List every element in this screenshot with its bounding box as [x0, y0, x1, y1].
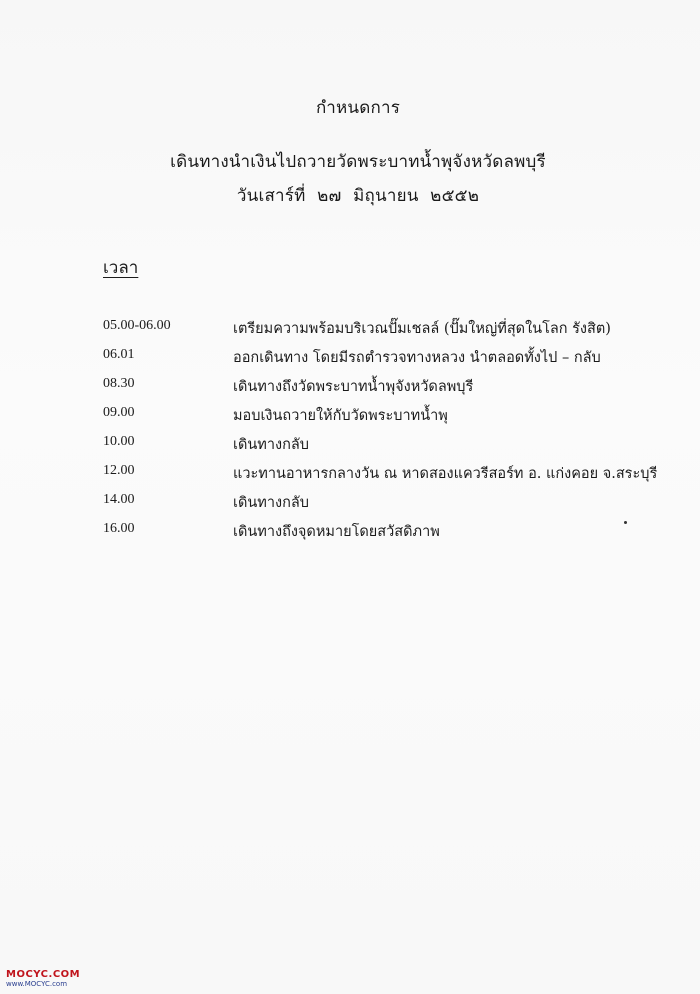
scan-speck — [624, 521, 627, 524]
schedule-time: 16.00 — [103, 521, 135, 536]
schedule-row — [103, 517, 663, 546]
schedule-row — [103, 401, 663, 430]
schedule-time: 05.00-06.00 — [103, 318, 171, 333]
schedule-time: 12.00 — [103, 463, 135, 478]
schedule-time: 06.01 — [103, 347, 135, 362]
document-subtitle-trip: เดินทางนำเงินไปถวายวัดพระบาทน้ำพุจังหวัดลพบุรี — [170, 152, 546, 172]
schedule-activity: เดินทางกลับ — [233, 437, 309, 453]
schedule-row — [103, 488, 663, 517]
time-column-header: เวลา — [103, 258, 139, 278]
site-watermark — [6, 970, 80, 988]
schedule-activity: แวะทานอาหารกลางวัน ณ หาดสองแควรีสอร์ท อ. แก่งคอย จ.สระบุรี — [233, 466, 658, 482]
schedule-time: 14.00 — [103, 492, 135, 507]
schedule-time: 10.00 — [103, 434, 135, 449]
document-title: กำหนดการ — [315, 98, 401, 118]
schedule-time: 08.30 — [103, 376, 135, 391]
schedule-row — [103, 430, 663, 459]
document-subtitle-date: วันเสาร์ที่ ๒๗ มิถุนายน ๒๕๕๒ — [236, 186, 480, 206]
schedule-row — [103, 343, 663, 372]
schedule-activity: เดินทางถึงจุดหมายโดยสวัสดิภาพ — [233, 524, 440, 540]
schedule-activity: เตรียมความพร้อมบริเวณปั๊มเชลล์ (ปั๊มใหญ่ที่สุดในโลก รังสิต) — [233, 321, 611, 337]
schedule-activity: ออกเดินทาง โดยมีรถตำรวจทางหลวง นำตลอดทั้งไป – กลับ — [233, 350, 601, 366]
schedule-row — [103, 314, 663, 343]
watermark-logo: MOCYC.COM — [6, 969, 81, 980]
schedule-activity: เดินทางถึงวัดพระบาทน้ำพุจังหวัดลพบุรี — [233, 379, 474, 395]
schedule-list — [103, 314, 663, 546]
schedule-row — [103, 372, 663, 401]
schedule-time: 09.00 — [103, 405, 135, 420]
watermark-url: www.MOCYC.com — [6, 980, 68, 988]
schedule-row — [103, 459, 663, 488]
schedule-activity: เดินทางกลับ — [233, 495, 309, 511]
schedule-activity: มอบเงินถวายให้กับวัดพระบาทน้ำพุ — [233, 408, 448, 424]
